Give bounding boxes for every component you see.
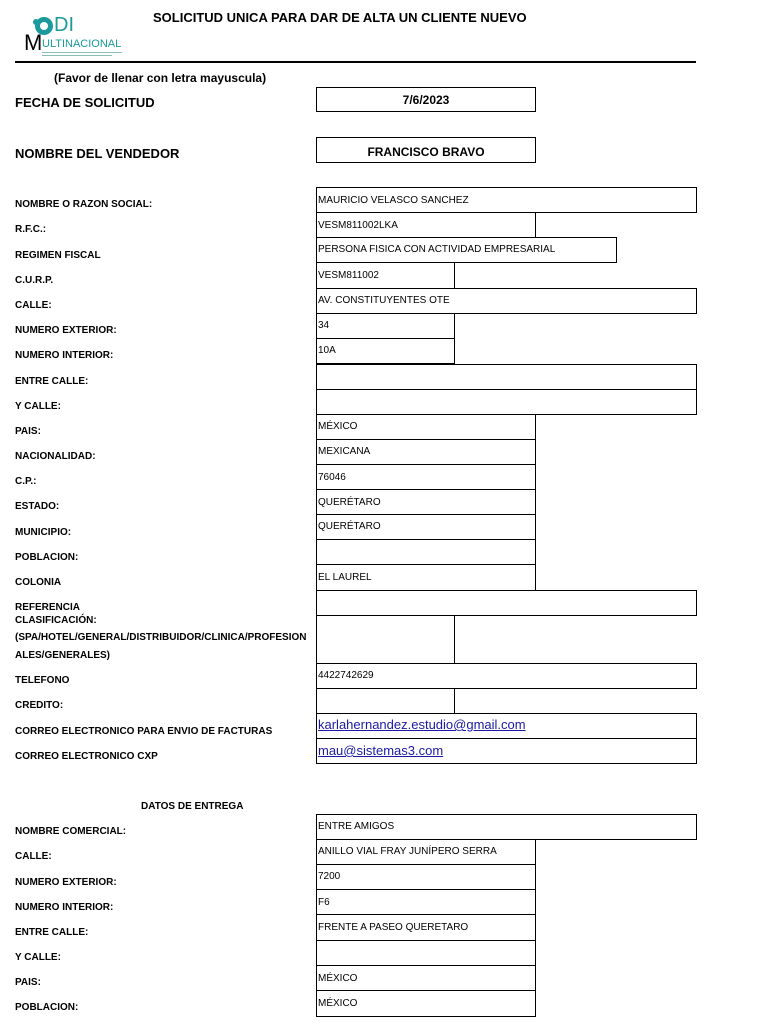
instruction-note: (Favor de llenar con letra mayuscula): [54, 71, 267, 85]
fecha-label: FECHA DE SOLICITUD: [15, 95, 155, 110]
value-estado: QUERÉTARO: [318, 497, 381, 508]
entrega-label-calle: CALLE:: [15, 851, 52, 862]
label-calle: CALLE:: [15, 300, 52, 311]
entrega-value-poblacion: MÉXICO: [318, 998, 358, 1009]
label-estado: ESTADO:: [15, 501, 60, 512]
value-nacionalidad: MEXICANA: [318, 446, 371, 457]
field-regimen-fiscal[interactable]: [316, 237, 617, 263]
entrega-field-nombre-comercial[interactable]: [316, 814, 697, 840]
value-telefono: 4422742629: [318, 670, 374, 681]
entrega-label-num-exterior: NUMERO EXTERIOR:: [15, 877, 117, 888]
label-clasificacion-opts-cont: ALES/GENERALES): [15, 650, 111, 661]
field-credito[interactable]: [316, 688, 455, 714]
value-rfc: VESM811002LKA: [318, 220, 398, 231]
label-correo-cxp: CORREO ELECTRONICO CXP: [15, 751, 158, 762]
vendedor-field[interactable]: [316, 137, 536, 163]
value-num-exterior: 34: [318, 320, 330, 331]
field-curp[interactable]: [316, 262, 455, 289]
field-cp[interactable]: [316, 464, 536, 490]
value-correo-facturas[interactable]: karlahernandez.estudio@gmail.com: [318, 717, 526, 732]
entrega-value-nombre-comercial: ENTRE AMIGOS: [318, 821, 395, 832]
label-referencia: REFERENCIA: [15, 602, 81, 613]
fecha-field[interactable]: [316, 87, 536, 112]
value-calle: AV. CONSTITUYENTES OTE: [318, 295, 450, 306]
field-nacionalidad[interactable]: [316, 439, 536, 465]
field-correo-cxp[interactable]: [316, 738, 697, 764]
label-pais: PAIS:: [15, 426, 41, 437]
field-referencia[interactable]: [316, 590, 697, 616]
entrega-label-poblacion: POBLACION:: [15, 1002, 79, 1013]
label-regimen-fiscal: REGIMEN FISCAL: [15, 250, 101, 261]
entrega-label-entre-calle: ENTRE CALLE:: [15, 927, 89, 938]
label-telefono: TELEFONO: [15, 675, 70, 686]
vendedor-label: NOMBRE DEL VENDEDOR: [15, 146, 180, 161]
label-clasificacion-opts: (SPA/HOTEL/GENERAL/DISTRIBUIDOR/CLINICA/PROFESION: [15, 632, 307, 643]
label-nacionalidad: NACIONALIDAD:: [15, 451, 96, 462]
field-num-interior[interactable]: [316, 338, 455, 364]
label-entre-calle: ENTRE CALLE:: [15, 376, 89, 387]
logo-brand-rest: ULTINACIONAL: [42, 38, 122, 50]
logo-brand-top: DI: [54, 14, 74, 36]
logo-brand-m: M: [24, 30, 43, 55]
field-y-calle[interactable]: [316, 389, 697, 415]
form-title: SOLICITUD UNICA PARA DAR DE ALTA UN CLIENTE NUEVO: [153, 10, 527, 25]
field-estado[interactable]: [316, 489, 536, 515]
value-correo-cxp[interactable]: mau@sistemas3.com: [318, 743, 444, 758]
label-credito: CREDITO:: [15, 700, 64, 711]
label-cp: C.P.:: [15, 476, 37, 487]
entrega-label-y-calle: Y CALLE:: [15, 952, 61, 963]
field-razon-social[interactable]: [316, 187, 697, 213]
logo-tagline-line: [42, 55, 112, 56]
company-logo: [22, 12, 132, 58]
field-num-exterior[interactable]: [316, 313, 455, 339]
field-calle[interactable]: [316, 288, 697, 314]
entrega-label-nombre-comercial: NOMBRE COMERCIAL:: [15, 826, 127, 837]
label-poblacion: POBLACION:: [15, 552, 79, 563]
value-colonia: EL LAUREL: [318, 572, 372, 583]
label-num-exterior: NUMERO EXTERIOR:: [15, 325, 117, 336]
label-razon-social: NOMBRE O RAZON SOCIAL:: [15, 199, 153, 210]
entrega-field-num-interior[interactable]: [316, 889, 536, 915]
entrega-field-entre-calle[interactable]: [316, 914, 536, 941]
field-pais[interactable]: [316, 414, 536, 440]
entrega-field-calle[interactable]: [316, 839, 536, 865]
field-poblacion[interactable]: [316, 539, 536, 565]
value-pais: MÉXICO: [318, 421, 358, 432]
entrega-value-pais: MÉXICO: [318, 973, 358, 984]
value-municipio: QUERÉTARO: [318, 521, 381, 532]
entrega-label-num-interior: NUMERO INTERIOR:: [15, 902, 114, 913]
label-rfc: R.F.C.:: [15, 224, 47, 235]
entrega-value-num-exterior: 7200: [318, 871, 341, 882]
entrega-label-pais: PAIS:: [15, 977, 41, 988]
field-municipio[interactable]: [316, 514, 536, 540]
value-cp: 76046: [318, 472, 346, 483]
label-colonia: COLONIA: [15, 577, 62, 588]
entrega-value-entre-calle: FRENTE A PASEO QUERETARO: [318, 922, 469, 933]
entrega-heading: DATOS DE ENTREGA: [141, 801, 244, 812]
value-regimen-fiscal: PERSONA FISICA CON ACTIVIDAD EMPRESARIAL: [318, 244, 556, 255]
label-num-interior: NUMERO INTERIOR:: [15, 350, 114, 361]
field-rfc[interactable]: [316, 212, 536, 238]
label-correo-facturas: CORREO ELECTRONICO PARA ENVIO DE FACTURAS: [15, 726, 273, 737]
field-telefono[interactable]: [316, 663, 697, 689]
header-rule: [15, 61, 696, 63]
label-curp: C.U.R.P.: [15, 275, 54, 286]
entrega-value-num-interior: F6: [318, 897, 330, 908]
value-razon-social: MAURICIO VELASCO SANCHEZ: [318, 195, 469, 206]
field-colonia[interactable]: [316, 564, 536, 591]
value-curp: VESM811002: [318, 270, 379, 281]
field-clasificacion[interactable]: [316, 615, 455, 664]
label-y-calle: Y CALLE:: [15, 401, 61, 412]
label-clasificacion: CLASIFICACIÓN:: [15, 615, 97, 626]
field-entre-calle[interactable]: [316, 364, 697, 390]
vendedor-value: FRANCISCO BRAVO: [367, 145, 485, 159]
label-municipio: MUNICIPIO:: [15, 527, 72, 538]
entrega-field-poblacion[interactable]: [316, 990, 536, 1017]
entrega-value-calle: ANILLO VIAL FRAY JUNÍPERO SERRA: [318, 846, 497, 857]
logo-tagline-line: [42, 52, 122, 53]
value-num-interior: 10A: [318, 345, 336, 356]
field-correo-facturas[interactable]: [316, 713, 697, 739]
entrega-field-pais[interactable]: [316, 965, 536, 991]
fecha-value: 7/6/2023: [402, 93, 450, 107]
entrega-field-y-calle[interactable]: [316, 940, 536, 966]
entrega-field-num-exterior[interactable]: [316, 864, 536, 890]
